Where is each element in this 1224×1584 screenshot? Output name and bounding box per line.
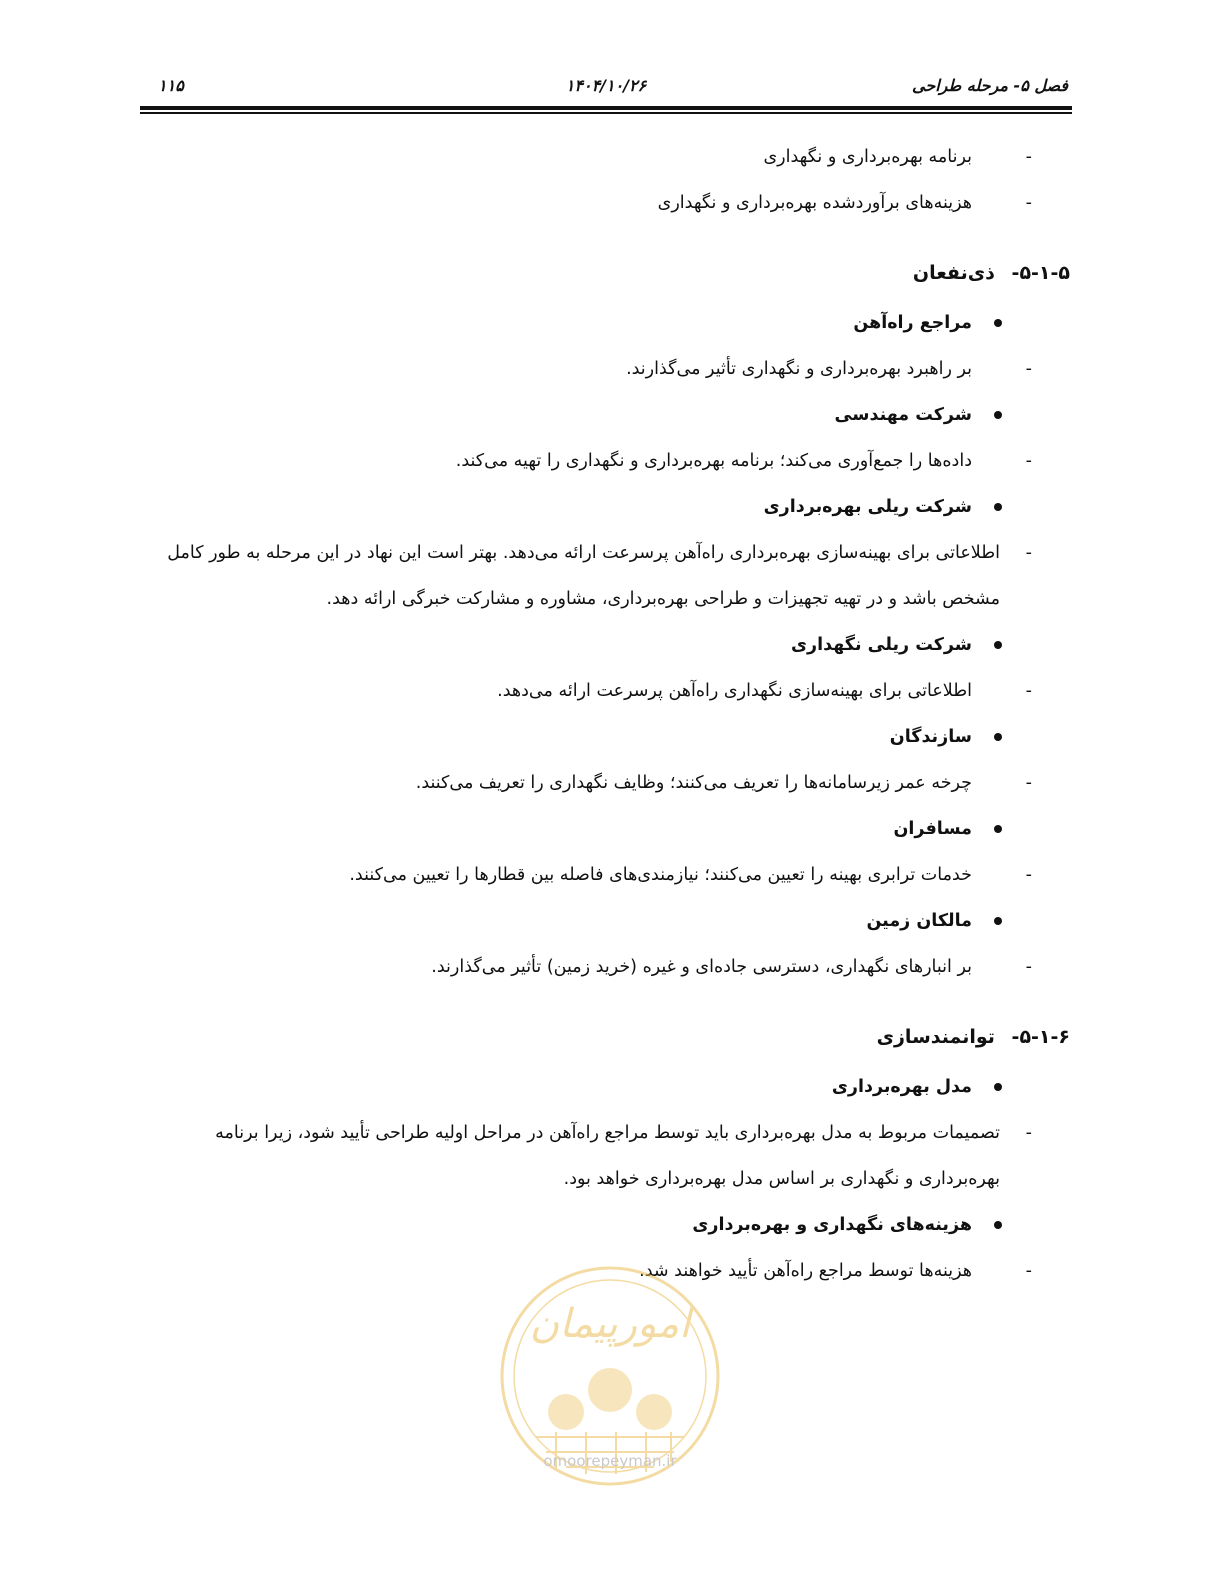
header-rule-thick xyxy=(140,106,1072,110)
list-item: - اطلاعاتی برای بهینه‌سازی نگهداری راه‌آهن پرسرعت ارائه می‌دهد. xyxy=(140,668,1072,714)
bullet-icon xyxy=(994,825,1002,833)
bullet-heading xyxy=(140,392,1072,438)
bullet-title: مدل بهره‌برداری xyxy=(831,1077,972,1097)
list-item: - هزینه‌ها توسط مراجع راه‌آهن تأیید خواهند شد. xyxy=(140,1248,1072,1294)
bullet-heading xyxy=(140,1064,1072,1110)
list-item: - بر راهبرد بهره‌برداری و نگهداری تأثیر می‌گذارند. xyxy=(140,346,1072,392)
bullet-title: شرکت ریلی نگهداری xyxy=(791,635,972,655)
page-content xyxy=(140,134,1072,1294)
list-item: - اطلاعاتی برای بهینه‌سازی بهره‌برداری راه‌آهن پرسرعت ارائه می‌دهد. بهتر است این نهاد در این مرحله به طور کامل مشخص باشد و در تهیه تجهیزات و طراحی بهره‌برداری، مشاوره و مشارکت خبرگی ارائه دهد. xyxy=(140,530,1072,622)
list-item: - تصمیمات مربوط به مدل بهره‌برداری باید توسط مراجع راه‌آهن در مراحل اولیه طراحی تأیید شود، زیرا برنامه بهره‌برداری و نگهداری بر اساس مدل بهره‌برداری خواهد بود. xyxy=(140,1110,1072,1202)
header-rule-thin xyxy=(140,112,1072,114)
watermark-site: omoorepeyman.ir xyxy=(543,1452,677,1470)
bullet-title: سازندگان xyxy=(889,727,972,747)
bullet-heading xyxy=(140,714,1072,760)
bullet-heading xyxy=(140,622,1072,668)
list-item: - چرخه عمر زیرسامانه‌ها را تعریف می‌کنند؛ وظایف نگهداری را تعریف می‌کنند. xyxy=(140,760,1072,806)
page-number: ۱۱۵ xyxy=(158,76,184,95)
list-item: - خدمات ترابری بهینه را تعیین می‌کنند؛ نیازمندی‌های فاصله بین قطارها را تعیین می‌کنند. xyxy=(140,852,1072,898)
bullet-heading xyxy=(140,806,1072,852)
chapter-title: فصل ۵- مرحله طراحی xyxy=(912,76,1068,95)
bullet-icon xyxy=(994,503,1002,511)
list-item: - داده‌ها را جمع‌آوری می‌کند؛ برنامه بهره‌برداری و نگهداری را تهیه می‌کند. xyxy=(140,438,1072,484)
bullet-heading xyxy=(140,898,1072,944)
section-heading-stakeholders xyxy=(140,250,1072,296)
bullet-heading xyxy=(140,300,1072,346)
bullet-title: شرکت مهندسی xyxy=(834,405,972,425)
section-number: ۵-۱-۶- xyxy=(1011,1026,1070,1048)
page-header xyxy=(140,72,1072,108)
bullet-title: شرکت ریلی بهره‌برداری xyxy=(763,497,972,517)
bullet-heading xyxy=(140,484,1072,530)
section-title: ذی‌نفعان xyxy=(912,262,995,284)
bullet-icon xyxy=(994,917,1002,925)
section-heading-enablement xyxy=(140,1014,1072,1060)
bullet-icon xyxy=(994,319,1002,327)
watermark-logo-text: امورپیمان xyxy=(529,1301,691,1347)
list-item: - هزینه‌های برآوردشده بهره‌برداری و نگهداری xyxy=(140,180,1072,226)
bullet-icon xyxy=(994,1083,1002,1091)
section-number: ۵-۱-۵- xyxy=(1011,262,1070,284)
header-date: ۱۴۰۴/۱۰/۲۶ xyxy=(565,76,647,95)
list-item: - بر انبارهای نگهداری، دسترسی جاده‌ای و غیره (خرید زمین) تأثیر می‌گذارند. xyxy=(140,944,1072,990)
bullet-title: هزینه‌های نگهداری و بهره‌برداری xyxy=(692,1215,972,1235)
bullet-icon xyxy=(994,1221,1002,1229)
bullet-icon xyxy=(994,641,1002,649)
section-title: توانمندسازی xyxy=(876,1026,995,1048)
list-item: - برنامه بهره‌برداری و نگهداری xyxy=(140,134,1072,180)
bullet-title: مراجع راه‌آهن xyxy=(853,313,972,333)
bullet-heading xyxy=(140,1202,1072,1248)
bullet-title: مسافران xyxy=(893,819,972,839)
bullet-icon xyxy=(994,733,1002,741)
bullet-title: مالکان زمین xyxy=(866,911,972,931)
bullet-icon xyxy=(994,411,1002,419)
